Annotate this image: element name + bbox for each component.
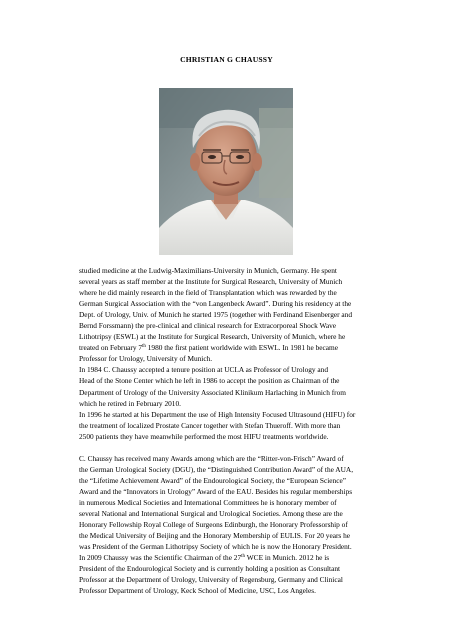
bio-line: Department of Urology of the University Associated Klinikum Harlaching in Munich from <box>79 387 346 397</box>
awards-line: President of the Endourological Society and is currently holding a position as Consultant <box>79 564 341 574</box>
awards-line: Professor Department of Urology, Keck School of Medicine, USC, Los Angeles. <box>79 586 316 596</box>
awards-line: the “Lifetime Achievement Award” of the Endourological Society, the “European Science” <box>79 475 346 485</box>
awards-line: the German Urological Society (DGU), the “Distinguished Contribution Award” of the AUA, <box>79 464 354 474</box>
bio-line: Head of the Stone Center which he left in 1986 to accept the position as Chairman of the <box>79 376 340 386</box>
bio-line: several years as staff member at the Institute for Surgical Research, University of Munich <box>79 277 343 287</box>
bio-line: Bernd Forssmann) the pre-clinical and clinical research for Extracorporeal Shock Wave <box>79 321 337 331</box>
paragraph-gap <box>79 442 409 453</box>
bio-line: In 1984 C. Chaussy accepted a tenure position at UCLA as Professor of Urology and <box>79 365 329 375</box>
bio-line: 2500 patients they have meanwhile performed the most HIFU treatments worldwide. <box>79 431 329 441</box>
awards-line: Award and the “Innovators in Urology” Award of the EAU. Besides his regular memberships <box>79 486 353 496</box>
bio-line: the treatment of localized Prostate Cancer together with Stefan Thueroff. With more than <box>79 420 341 430</box>
awards-line: several National and International Surgical and Urological Societies. Among these are the <box>79 509 343 519</box>
biography-text <box>79 265 409 596</box>
bio-line: where he did mainly research in the field of Transplantation which was rewarded by the <box>79 288 337 298</box>
bio-line: German Surgical Association with the “von Langenbeck Award”. During his residency at the <box>79 299 352 309</box>
bio-line: In 1996 he started at his Department the use of High Intensity Focused Ultrasound (HIFU) for <box>79 409 356 419</box>
awards-line: Honorary Fellowship Royal College of Surgeons Edinburgh, the Honorary Professorship of <box>79 520 348 530</box>
bio-line: treated on February 7th 1980 the first patient worldwide with ESWL. In 1981 he became <box>79 343 339 353</box>
bio-line: which he retired in February 2010. <box>79 398 181 408</box>
awards-line: In 2009 Chaussy was the Scientific Chairman of the 27th WCE in Munich. 2012 he is <box>79 553 330 563</box>
awards-line: C. Chaussy has received many Awards among which are the “Ritter-von-Frisch” Award of <box>79 453 344 463</box>
page-title: CHRISTIAN G CHAUSSY <box>180 55 273 64</box>
awards-line: in numerous Medical Societies and International Committees he is honorary member of <box>79 497 337 507</box>
bio-line: studied medicine at the Ludwig-Maximilians-University in Munich, Germany. He spent <box>79 266 337 275</box>
bio-line: Dept. of Urology, Univ. of Munich he started 1975 (together with Ferdinand Eisenberger and <box>79 310 353 320</box>
awards-line: Professor at the Department of Urology, University of Regensburg, Germany and Clinical <box>79 575 343 585</box>
awards-line: the Medical University of Beijing and the Honorary Membership of EULIS. For 20 years he <box>79 531 351 541</box>
portrait-photo <box>159 88 293 255</box>
bio-line: Professor for Urology, University of Munich. <box>79 354 213 364</box>
bio-line: Lithotripsy (ESWL) at the Institute for Surgical Research, University of Munich, where he <box>79 332 346 342</box>
awards-line: was President of the German Lithotripsy Society of which he is now the Honorary President. <box>79 542 352 552</box>
